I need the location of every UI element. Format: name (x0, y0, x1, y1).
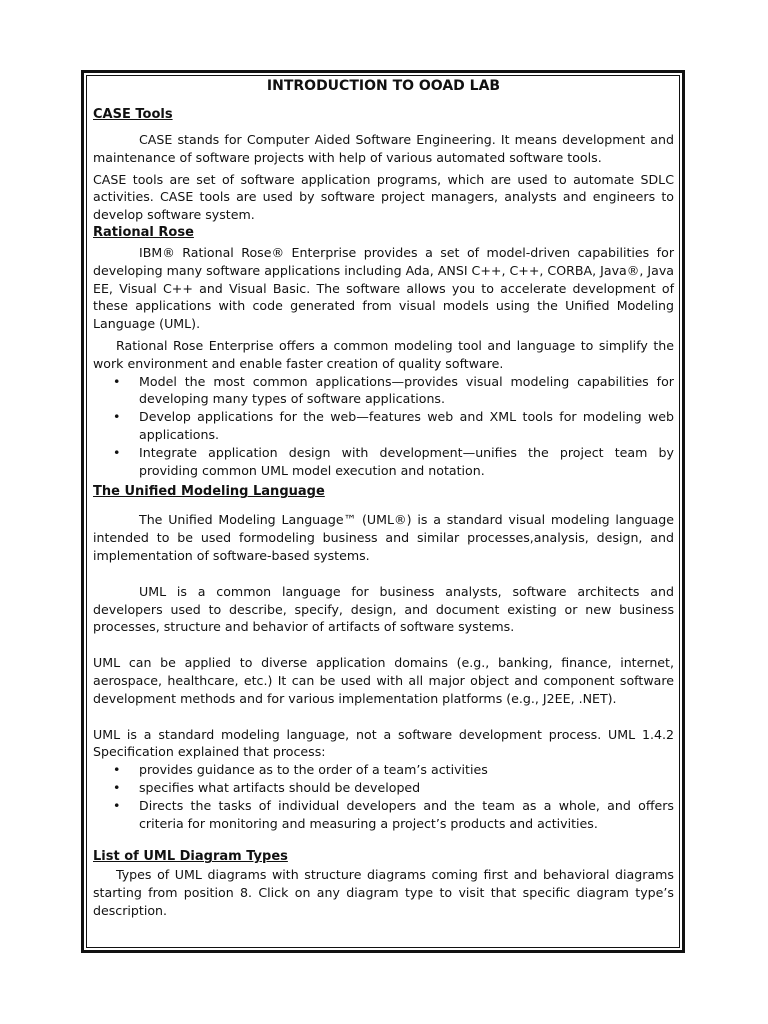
section-heading-uml: The Unified Modeling Language (93, 484, 325, 500)
section-heading-uml-diagram-types: List of UML Diagram Types (93, 849, 288, 865)
list-item (93, 444, 674, 480)
paragraph: CASE tools are set of software application programs, which are used to automate SDLC activities. CASE tools are used by software project managers, analysts and engineers to develop software system. (93, 171, 674, 223)
document-body (93, 78, 674, 920)
page-title: INTRODUCTION TO OOAD LAB (266, 78, 501, 94)
list-item-text: Model the most common applications—provides visual modeling capabilities for developing many types of software applications. (139, 373, 674, 407)
list-item (93, 408, 674, 444)
list-item-text: Integrate application design with development—unifies the project team by providing common UML model execution and notation. (139, 444, 674, 478)
bullet-list (93, 373, 674, 480)
paragraph: UML can be applied to diverse application domains (e.g., banking, finance, internet, aerospace, healthcare, etc.) It can be used with all major object and component software development methods and for various implementation platforms (e.g., J2EE, .NET). (93, 655, 674, 706)
list-item-text: provides guidance as to the order of a team’s activities (139, 762, 488, 778)
bullet-icon: • (113, 373, 121, 389)
list-item-text: specifies what artifacts should be developed (139, 779, 421, 795)
paragraph: The Unified Modeling Language™ (UML®) is a standard visual modeling language intended to be used formodeling business and similar processes,analysis, design, and implementation of software-based systems. (93, 512, 674, 563)
list-item (93, 797, 674, 833)
bullet-icon: • (113, 444, 121, 460)
bullet-icon: • (113, 762, 121, 778)
list-item (93, 779, 674, 797)
bullet-icon: • (113, 779, 121, 795)
paragraph: IBM® Rational Rose® Enterprise provides a set of model-driven capabilities for developing many software applications including Ada, ANSI C++, C++, CORBA, Java®, Java EE, Visual C++ and Visual Basic. The software allows you to accelerate development of these applications with code generated from visual models using the Unified Modeling Language (UML). (93, 244, 674, 332)
paragraph: UML is a common language for business analysts, software architects and developers used to describe, specify, design, and document existing or new business processes, structure and behavior of artifacts of software systems. (93, 583, 674, 635)
list-item (93, 761, 674, 779)
section-heading-rational-rose: Rational Rose (93, 224, 194, 240)
bullet-icon: • (113, 797, 121, 813)
section-heading-case-tools: CASE Tools (93, 107, 173, 122)
paragraph: Rational Rose Enterprise offers a common modeling tool and language to simplify the work environment and enable faster creation of quality software. (93, 337, 674, 371)
bullet-list (93, 761, 674, 832)
paragraph: UML is a standard modeling language, not a software development process. UML 1.4.2 Specification explained that process: (93, 726, 674, 760)
list-item-text: Directs the tasks of individual developers and the team as a whole, and offers criteria for monitoring and measuring a project’s products and activities. (139, 797, 674, 831)
list-item-text: Develop applications for the web—features web and XML tools for modeling web applications. (139, 409, 674, 442)
bullet-icon: • (113, 409, 121, 425)
paragraph: Types of UML diagrams with structure diagrams coming first and behavioral diagrams starting from position 8. Click on any diagram type to visit that specific diagram type’s description. (93, 867, 674, 918)
paragraph: CASE stands for Computer Aided Software Engineering. It means development and maintenance of software projects with help of various automated software tools. (93, 132, 674, 165)
list-item (93, 373, 674, 409)
